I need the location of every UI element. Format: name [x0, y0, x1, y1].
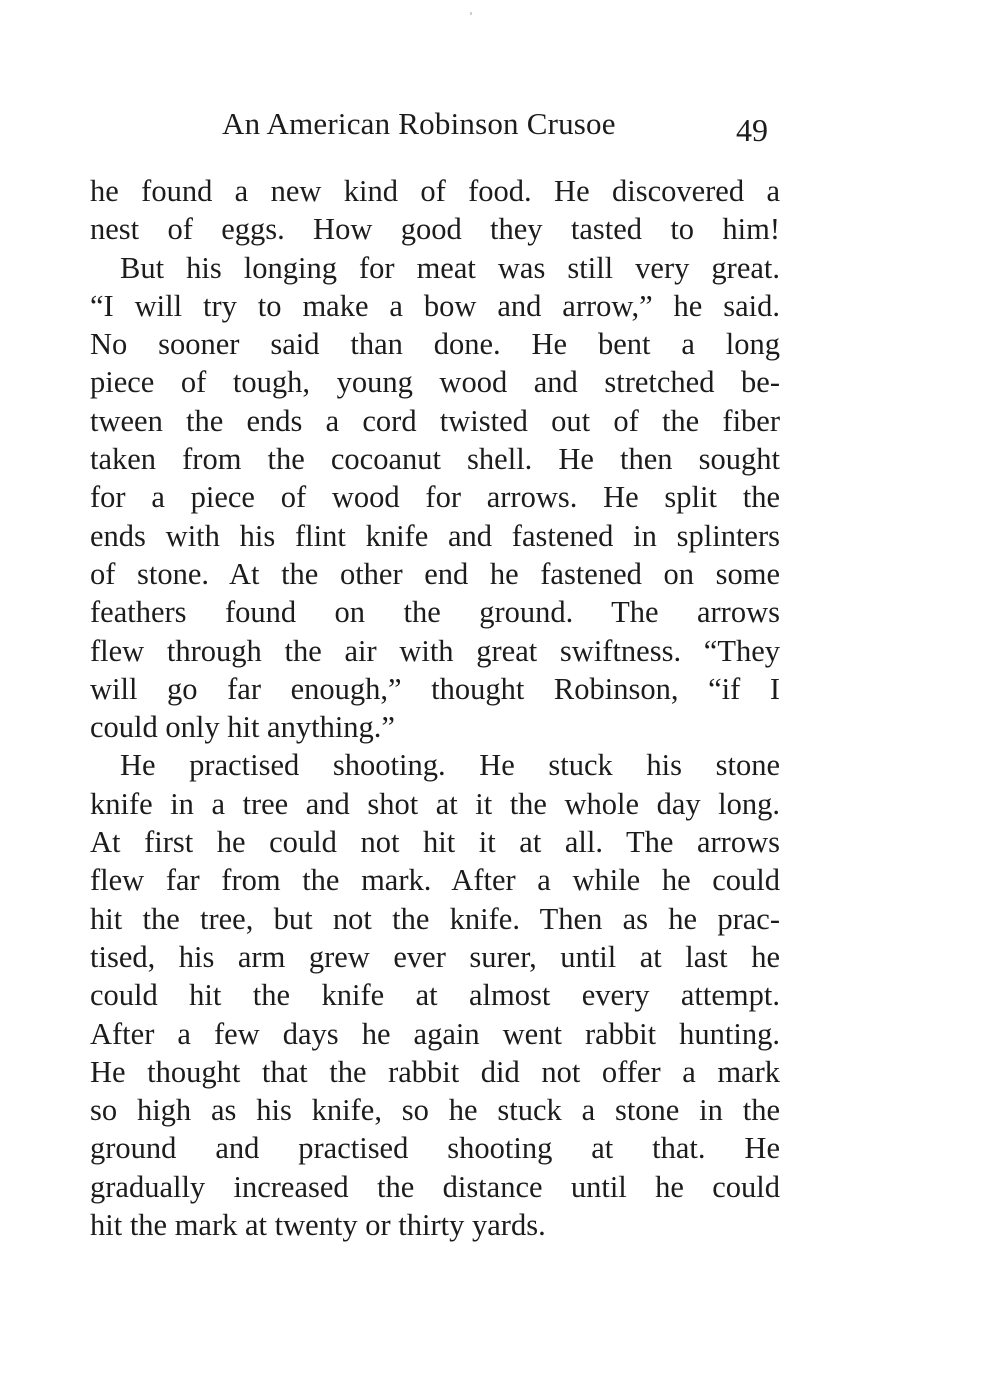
text-line: he found a new kind of food. He discovered a: [90, 174, 780, 208]
text-line: taken from the cocoanut shell. He then sought: [90, 442, 780, 477]
text-line: for a piece of wood for arrows. He split the: [90, 480, 780, 515]
text-line: After a few days he again went rabbit hunting.: [90, 1016, 780, 1051]
text-line: gradually increased the distance until he could: [90, 1169, 780, 1204]
text-line: could hit the knife at almost every attempt.: [90, 978, 780, 1013]
text-line: knife in a tree and shot at it the whole day long.: [90, 786, 780, 821]
text-line: nest of eggs. How good they tasted to him!: [90, 212, 780, 247]
text-line: ground and practised shooting at that. He: [90, 1131, 780, 1166]
text-line: feathers found on the ground. The arrows: [90, 595, 780, 630]
text-line: piece of tough, young wood and stretched be-: [90, 365, 780, 400]
text-line: But his longing for meat was still very great.: [120, 250, 780, 285]
page-number: 49: [736, 112, 768, 148]
text-line: of stone. At the other end he fastened on some: [90, 556, 780, 591]
text-line: ends with his flint knife and fastened in splinters: [90, 518, 780, 553]
running-head-title: An American Robinson Crusoe: [222, 106, 616, 141]
text-line: flew through the air with great swiftness. “They: [90, 633, 780, 668]
text-line: tween the ends a cord twisted out of the fiber: [90, 403, 780, 438]
text-line: He practised shooting. He stuck his stone: [120, 748, 780, 783]
text-line: could only hit anything.”: [90, 710, 395, 745]
text-line: so high as his knife, so he stuck a stone in the: [90, 1093, 780, 1128]
body-text: [90, 172, 780, 1244]
text-line: “I will try to make a bow and arrow,” he said.: [90, 288, 780, 323]
text-line: No sooner said than done. He bent a long: [90, 327, 780, 362]
text-line: hit the tree, but not the knife. Then as he prac-: [90, 901, 780, 936]
text-line: He thought that the rabbit did not offer a mark: [90, 1054, 780, 1089]
text-line: flew far from the mark. After a while he could: [90, 863, 780, 898]
paper-speck: [470, 12, 472, 15]
text-line: tised, his arm grew ever surer, until at last he: [90, 939, 780, 974]
text-line: will go far enough,” thought Robinson, “if I: [90, 671, 780, 706]
text-line: hit the mark at twenty or thirty yards.: [90, 1208, 546, 1243]
text-line: At first he could not hit it at all. The arrows: [90, 825, 780, 860]
